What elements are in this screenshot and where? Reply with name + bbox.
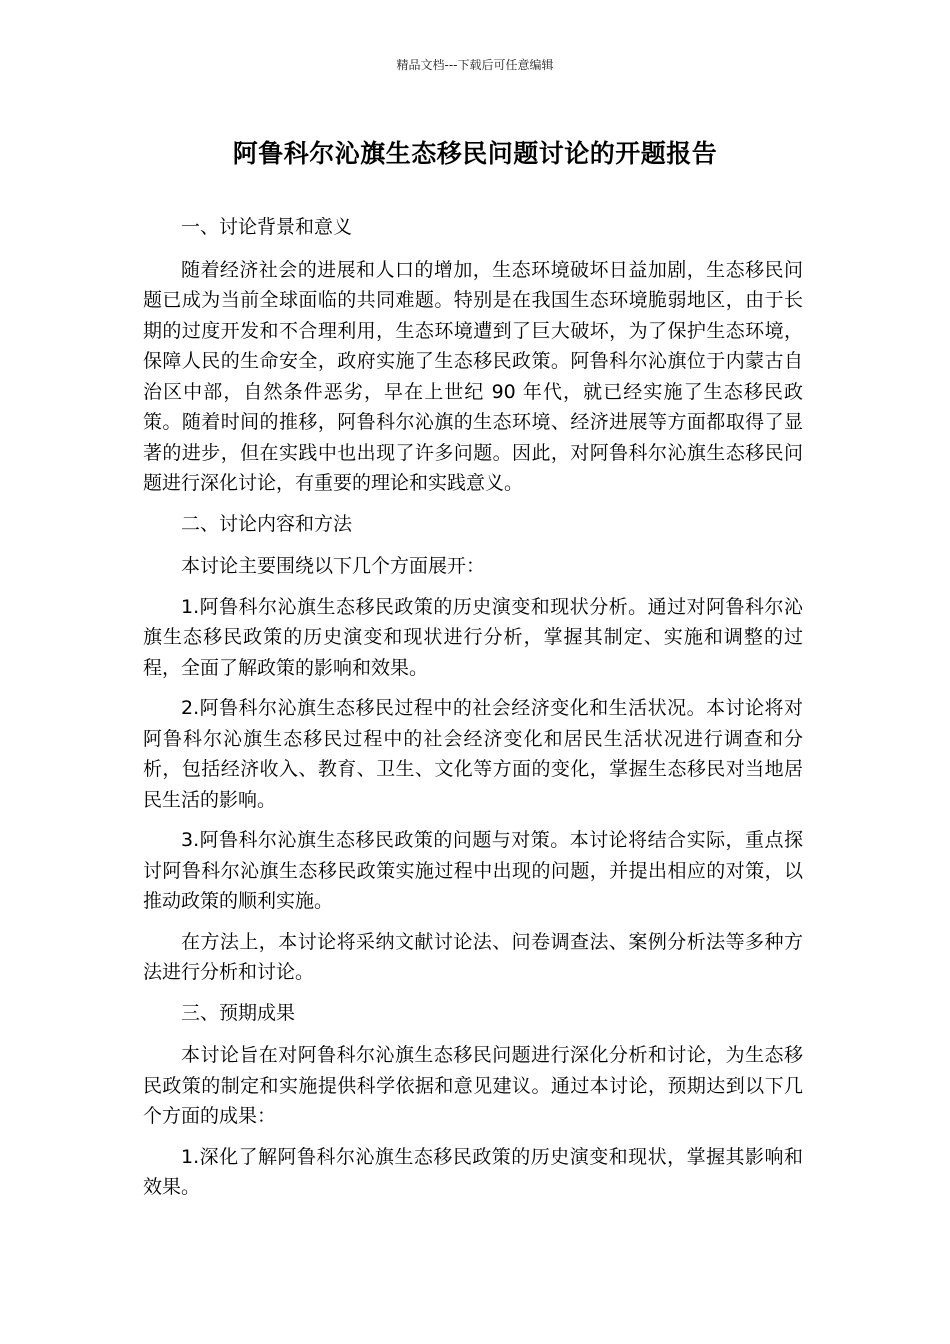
section-heading-background: 一、讨论背景和意义 <box>181 216 353 238</box>
section-heading-content-method: 二、讨论内容和方法 <box>181 512 353 535</box>
paragraph-methods: 在方法上，本讨论将采纳文献讨论法、问卷调查法、案例分析法等多种方法进行分析和讨论。 <box>143 930 803 983</box>
page-title: 阿鲁科尔沁旗生态移民问题讨论的开题报告 <box>232 139 718 168</box>
document-body <box>143 212 803 1213</box>
section-heading-expected-results: 三、预期成果 <box>181 1001 296 1024</box>
paragraph-item-3: 3.阿鲁科尔沁旗生态移民政策的问题与对策。本讨论将结合实际，重点探讨阿鲁科尔沁旗生态移民政策实施过程中出现的问题，并提出相应的对策，以推动政策的顺利实施。 <box>143 829 803 912</box>
paragraph-expected-intro: 本讨论旨在对阿鲁科尔沁旗生态移民问题进行深化分析和讨论，为生态移民政策的制定和实施提供科学依据和意见建议。通过本讨论，预期达到以下几个方面的成果： <box>143 1044 803 1127</box>
paragraph-item-1: 1.阿鲁科尔沁旗生态移民政策的历史演变和现状分析。通过对阿鲁科尔沁旗生态移民政策的历史演变和现状进行分析，掌握其制定、实施和调整的过程，全面了解政策的影响和效果。 <box>143 595 803 679</box>
paragraph-expected-item-1: 1.深化了解阿鲁科尔沁旗生态移民政策的历史演变和现状，掌握其影响和效果。 <box>143 1145 803 1198</box>
header-note: 精品文档---下载后可任意编辑 <box>396 58 554 72</box>
paragraph-item-2: 2.阿鲁科尔沁旗生态移民过程中的社会经济变化和生活状况。本讨论将对阿鲁科尔沁旗生态移民过程中的社会经济变化和居民生活状况进行调查和分析，包括经济收入、教育、卫生、文化等方面的变化，掌握生态移民对当地居民生活的影响。 <box>143 697 803 811</box>
paragraph-background: 随着经济社会的进展和人口的增加，生态环境破坏日益加剧，生态移民问题已成为当前全球面临的共同难题。特别是在我国生态环境脆弱地区，由于长期的过度开发和不合理利用，生态环境遭到了巨大破坏，为了保护生态环境，保障人民的生命安全，政府实施了生态移民政策。阿鲁科尔沁旗位于内蒙古自治区中部，自然条件恶劣，早在上世纪 90 年代，就已经实施了生态移民政策。随着时间的推移，阿鲁科尔沁旗的生态环境、经济进展等方面都取得了显著的进步，但在实践中也出现了许多问题。因此，对阿鲁科尔沁旗生态移民问题进行深化讨论，有重要的理论和实践意义。 <box>143 258 803 494</box>
paragraph-intro: 本讨论主要围绕以下几个方面展开： <box>181 555 486 577</box>
